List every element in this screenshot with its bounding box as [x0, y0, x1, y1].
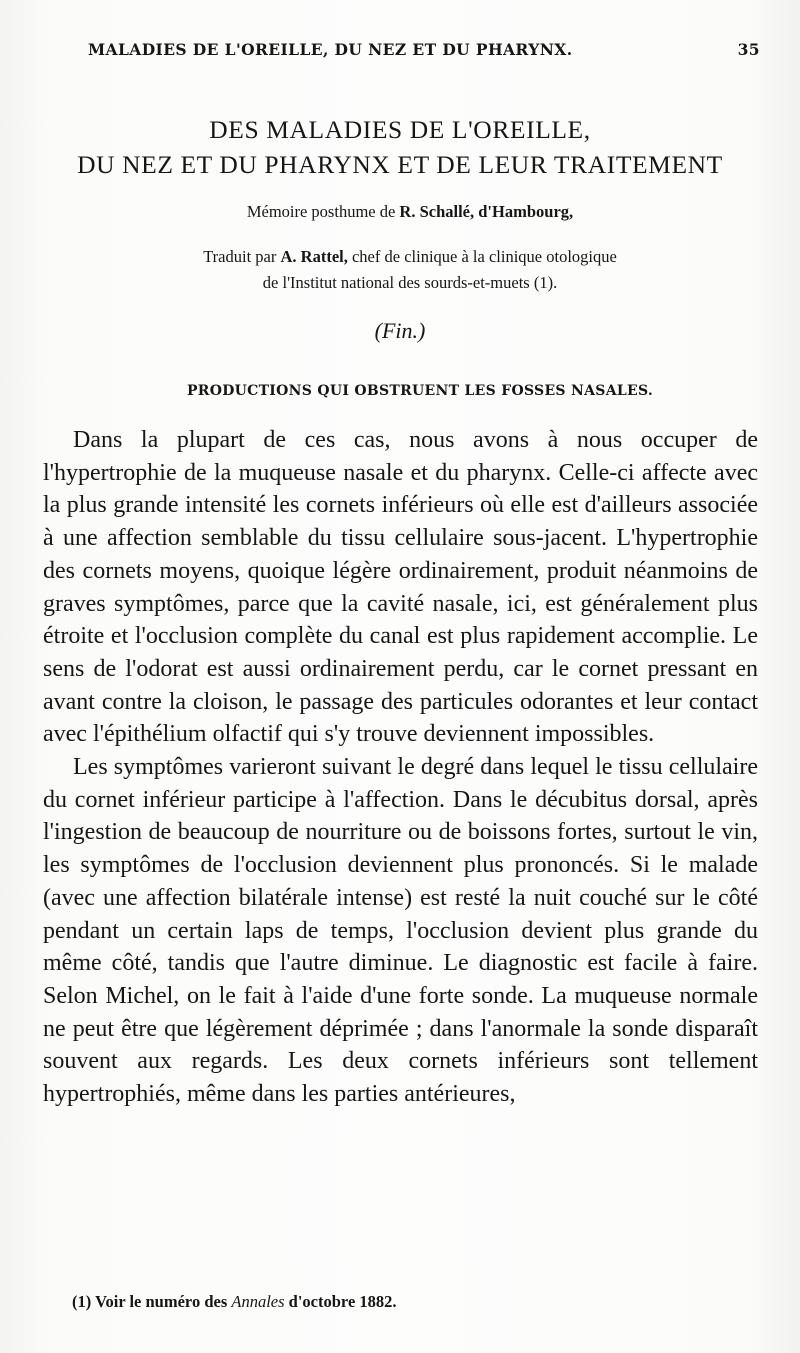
- translator-name: A. Rattel,: [280, 247, 348, 266]
- body-text: [43, 424, 758, 1111]
- author-name: R. Schallé, d'Hambourg,: [399, 202, 574, 221]
- running-head: [88, 40, 760, 59]
- footnote-journal: Annales: [231, 1292, 285, 1311]
- translator-role-1: chef de clinique à la clinique otologique: [351, 247, 617, 266]
- paragraph-1: Dans la plupart de ces cas, nous avons à nous occuper de l'hypertrophie de la muqueuse nasale et du pharynx. Celle-ci affecte avec la plus grande intensité les cornets inférieurs où elle est d'ailleurs associée à une affection semblable du tissu cellulaire sous-jacent. L'hypertrophie des cornets moyens, quoique légère ordinairement, produit néanmoins de graves symptômes, parce que la cavité nasale, ici, est généralement plus étroite et l'occlusion complète du canal est plus rapidement accomplie. Le sens de l'odorat est aussi ordinairement perdu, car le cornet pressant en avant contre la cloison, le passage des particules odorantes et leur contact avec l'épithélium olfactif qui s'y trouve deviennent impossibles.: [43, 427, 758, 748]
- byline: [40, 202, 780, 222]
- footnote: [72, 1292, 752, 1312]
- running-head-title: MALADIES DE L'OREILLE, DU NEZ ET DU PHARYNX.: [88, 40, 573, 59]
- translator-prefix: Traduit par: [203, 247, 277, 266]
- byline-prefix: Mémoire posthume de: [246, 202, 396, 221]
- footnote-text-before: Voir le numéro des: [95, 1292, 228, 1311]
- paragraph-2: Les symptômes varieront suivant le degré dans lequel le tissu cellulaire du cornet inférieur participe à l'affection. Dans le décubitus dorsal, après l'ingestion de beaucoup de nourriture ou de boissons fortes, surtout le vin, les symptômes de l'occlusion deviennent plus prononcés. Si le malade (avec une affection bilatérale intense) est resté la nuit couché sur le côté pendant un certain laps de temps, l'occlusion devient plus grande du même côté, tandis que l'autre diminue. Le diagnostic est facile à faire. Selon Michel, on le fait à l'aide d'une forte sonde. La muqueuse normale ne peut être que légèrement déprimée ; dans l'anormale la sonde disparaît souvent aux regards. Les deux cornets inférieurs sont tellement hypertrophiés, même dans les parties antérieures,: [43, 754, 758, 1108]
- translator-line-1: [60, 244, 760, 270]
- continuation-note: (Fin.): [374, 318, 426, 343]
- section-heading: PRODUCTIONS QUI OBSTRUENT LES FOSSES NASALES.: [186, 383, 654, 399]
- article-title-line-2: DU NEZ ET DU PHARYNX ET DE LEUR TRAITEMENT: [77, 150, 723, 179]
- footnote-marker: (1): [72, 1292, 92, 1311]
- article-title: [30, 112, 770, 182]
- article-title-line-1: DES MALADIES DE L'OREILLE,: [209, 115, 591, 144]
- translator-role-2: de l'Institut national des sourds-et-muets (1).: [262, 273, 558, 292]
- page-number: 35: [737, 40, 760, 59]
- translator-credit: [60, 244, 760, 296]
- footnote-text-after: d'octobre 1882.: [288, 1292, 397, 1311]
